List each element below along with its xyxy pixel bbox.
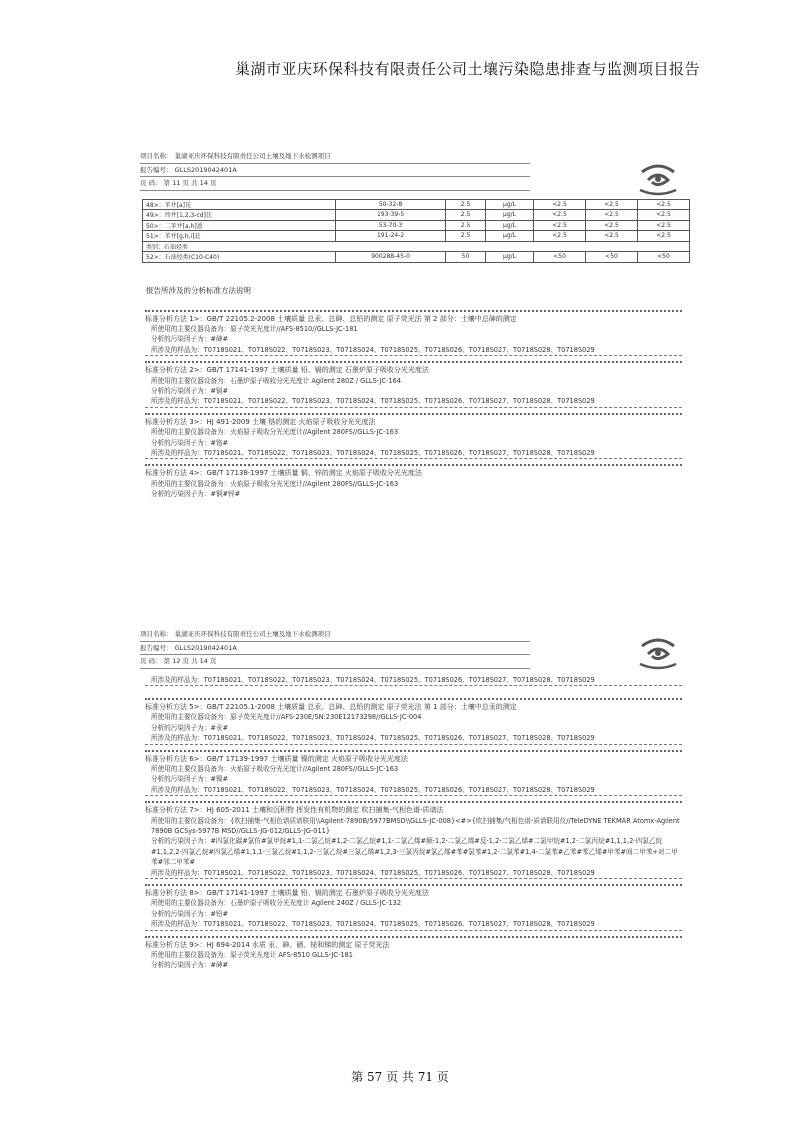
- table-cell: <50: [637, 252, 689, 263]
- meta-page: 页 码： 第 11 页 共 14 页: [140, 177, 530, 191]
- table-cell: 900288-45-0: [336, 252, 446, 263]
- method-block: [145, 750, 682, 797]
- meta-report-number: 报告编号： GLLS2019042401A: [140, 164, 530, 178]
- table-cell: <2.5: [586, 231, 638, 242]
- section-title: 报告所涉及的分析标准方法说明: [146, 285, 251, 295]
- method-block: [145, 361, 682, 408]
- table-cell: 2.5: [446, 231, 486, 242]
- table-cell: μg/L: [485, 210, 533, 221]
- method-title: 标准分析方法 4>：GB/T 17138-1997 土壤质量 铜、锌的测定 火焰原子吸收分光光度法: [145, 464, 682, 478]
- method-block: [145, 413, 682, 460]
- table-cell: <2.5: [534, 210, 586, 221]
- method-samples: 所涉及的样品为：T0718S021、T0718S022、T0718S023、T0718S024、T0718S025、T0718S026、T0718S027、T0718S028、T0718S029: [145, 785, 682, 796]
- table-cell: 50>：二苯并[a,h]蒽: [143, 220, 336, 231]
- table-cell: <2.5: [534, 231, 586, 242]
- method-factor: 分析的污染因子为：#铅#: [151, 909, 228, 918]
- method-instrument: 所使用的主要仪器设备为：石墨炉原子吸收分光光度计 Agilent 280Z / GLLS-JC-164: [151, 376, 402, 385]
- method-instrument: 所使用的主要仪器设备为：火焰原子吸收分光光度计//Agilent 280FS//GLLS-JC-163: [151, 479, 399, 488]
- table-cell: 193-39-5: [336, 210, 446, 221]
- method-factor: 分析的污染因子为：#砷#: [151, 335, 228, 344]
- method-instrument: 所使用的主要仪器设备为：原子荧光光度计//AFS-230E/SN:230E12173298//GLLS-JC-004: [151, 713, 422, 722]
- table-cell: 2.5: [446, 199, 486, 210]
- table-cell: <2.5: [586, 210, 638, 221]
- method-factor: 分析的污染因子为：#砷#: [151, 961, 228, 970]
- method-title: 标准分析方法 6>：GB/T 17139-1997 土壤质量 镍的测定 火焰原子吸收分光光度法: [145, 750, 682, 764]
- method-instrument: 所使用的主要仪器设备为：石墨炉原子吸收分光光度计 Agilent 240Z / GLLS-JC-132: [151, 899, 402, 908]
- table-cell: <2.5: [637, 210, 689, 221]
- table-cell: 52>：石油烃类(C10-C40): [143, 252, 336, 263]
- table-row: [143, 220, 690, 231]
- results-table: [142, 199, 690, 263]
- table-cell: <2.5: [637, 199, 689, 210]
- method-block: [145, 936, 682, 971]
- scanned-page-11: [120, 150, 688, 505]
- category-cell: 类别：石油烃类: [143, 241, 690, 252]
- table-cell: μg/L: [485, 231, 533, 242]
- table-cell: 51>：苯并[g,h,i]苝: [143, 231, 336, 242]
- method-instrument: 所使用的主要仪器设备为：原子荧光光度计//AFS-8510//GLLS-JC-181: [151, 324, 358, 333]
- method-block: [145, 801, 682, 879]
- report-meta: [120, 150, 688, 191]
- method-block: [145, 310, 682, 357]
- method-title: 标准分析方法 5>：GB/T 22105.1-2008 土壤质量 总汞、总砷、总铅的测定 原子荧光法 第 1 部分：土壤中总汞的测定: [145, 698, 682, 712]
- method-block: [145, 464, 682, 499]
- company-logo-icon: [634, 632, 682, 672]
- method-continuation: [145, 675, 682, 686]
- meta-project: 项目名称： 巢湖亚庆环保科技有限责任公司土壤及地下水检测项目: [140, 150, 530, 164]
- table-cell: 49>：茚并[1,2,3-cd]芘: [143, 210, 336, 221]
- method-title: 标准分析方法 9>：HJ 694-2014 水质 汞、砷、硒、铋和锑的测定 原子荧光法: [145, 936, 682, 950]
- company-logo-icon: [634, 158, 682, 198]
- table-cell: <2.5: [637, 220, 689, 231]
- method-instrument: 所使用的主要仪器设备为：原子荧光光度计 AFS-8510 GLLS-JC-181: [151, 951, 353, 960]
- table-cell: <50: [586, 252, 638, 263]
- method-samples: 所涉及的样品为：T0718S021、T0718S022、T0718S023、T0718S024、T0718S025、T0718S026、T0718S027、T0718S028、T0718S029: [145, 396, 682, 407]
- table-cell: 50-32-8: [336, 199, 446, 210]
- table-cell: 53-70-3: [336, 220, 446, 231]
- method-factor: 分析的污染因子为：#镉#: [151, 386, 228, 395]
- report-header: 巢湖市亚庆环保科技有限责任公司土壤污染隐患排查与监测项目报告: [234, 60, 700, 78]
- table-cell: 191-24-2: [336, 231, 446, 242]
- method-instrument: 所使用的主要仪器设备为：{吹扫捕集-气相色谱质谱联用\\Agilent-7890B/5977BMSD\\GLLS-JC-008}<#>{吹扫捕集/气相色谱-质谱联用仪//TeleDYNE TEKMAR Atomx-Agilent 7890B GCSys-5977B MSD//GLLS-JG-012/GLLS-JG-011}: [151, 816, 680, 835]
- method-title: 标准分析方法 8>：GB/T 17141-1997 土壤质量 铅、镉的测定 石墨炉原子吸收分光光度法: [145, 884, 682, 898]
- method-samples: 所涉及的样品为：T0718S021、T0718S022、T0718S023、T0718S024、T0718S025、T0718S026、T0718S027、T0718S028、T0718S029: [145, 868, 682, 879]
- report-meta: [120, 628, 688, 669]
- table-cell: 48>：苯并[a]芘: [143, 199, 336, 210]
- table-cell: μg/L: [485, 199, 533, 210]
- method-factor: 分析的污染因子为：#铬#: [151, 438, 228, 447]
- scanned-page-12: [120, 628, 688, 976]
- table-cell: <2.5: [534, 220, 586, 231]
- table-row: [143, 199, 690, 210]
- table-cell: <50: [534, 252, 586, 263]
- table-cell: 50: [446, 252, 486, 263]
- method-title: 标准分析方法 3>：HJ 491-2009 土壤 铬的测定 火焰原子吸收分光光度法: [145, 413, 682, 427]
- method-factor: 分析的污染因子为：#汞#: [151, 723, 228, 732]
- table-cell: μg/L: [485, 220, 533, 231]
- table-cell: <2.5: [534, 199, 586, 210]
- method-samples: 所涉及的样品为：T0718S021、T0718S022、T0718S023、T0718S024、T0718S025、T0718S026、T0718S027、T0718S028、T0718S029: [145, 675, 682, 686]
- page-number: 第 57 页 共 71 页: [351, 1070, 449, 1084]
- method-samples: 所涉及的样品为：T0718S021、T0718S022、T0718S023、T0718S024、T0718S025、T0718S026、T0718S027、T0718S028、T0718S029: [145, 448, 682, 459]
- meta-page: 页 码： 第 12 页 共 14 页: [140, 655, 530, 669]
- method-samples: 所涉及的样品为：T0718S021、T0718S022、T0718S023、T0718S024、T0718S025、T0718S026、T0718S027、T0718S028、T0718S029: [145, 733, 682, 744]
- table-row: [143, 231, 690, 242]
- method-instrument: 所使用的主要仪器设备为：火焰原子吸收分光光度计//Agilent 280FS//GLLS-JC-163: [151, 428, 399, 437]
- method-title: 标准分析方法 1>：GB/T 22105.2-2008 土壤质量 总汞、总砷、总铅的测定 原子荧光法 第 2 部分：土壤中总砷的测定: [145, 310, 682, 324]
- table-row: [143, 241, 690, 252]
- method-factor: 分析的污染因子为：#镍#: [151, 775, 228, 784]
- method-title: 标准分析方法 2>：GB/T 17141-1997 土壤质量 铅、镉的测定 石墨炉原子吸收分光光度法: [145, 361, 682, 375]
- table-cell: <2.5: [586, 220, 638, 231]
- meta-report-number: 报告编号： GLLS2019042401A: [140, 642, 530, 656]
- method-samples: 所涉及的样品为：T0718S021、T0718S022、T0718S023、T0718S024、T0718S025、T0718S026、T0718S027、T0718S028、T0718S029: [145, 345, 682, 356]
- method-title: 标准分析方法 7>：HJ 605-2011 土壤和沉积物 挥发性有机物的测定 吹扫捕集-气相色谱-质谱法: [145, 801, 682, 815]
- table-cell: 2.5: [446, 210, 486, 221]
- method-samples: 所涉及的样品为：T0718S021、T0718S022、T0718S023、T0718S024、T0718S025、T0718S026、T0718S027、T0718S028、T0718S029: [145, 919, 682, 930]
- method-instrument: 所使用的主要仪器设备为：火焰原子吸收分光光度计//Agilent 280FS//GLLS-JC-163: [151, 764, 399, 773]
- method-factor: 分析的污染因子为：#铜#锌#: [151, 490, 241, 499]
- table-cell: μg/L: [485, 252, 533, 263]
- meta-project: 项目名称： 巢湖亚庆环保科技有限责任公司土壤及地下水检测项目: [140, 628, 530, 642]
- table-row: [143, 252, 690, 263]
- method-block: [145, 698, 682, 745]
- method-factor: 分析的污染因子为：#四氯化碳#氯仿#氯甲烷#1,1-二氯乙烷#1,2-二氯乙烷#1,1-二氯乙烯#顺-1,2-二氯乙烯#反-1,2-二氯乙烯#二氯甲烷#1,2-二氯丙烷#1,1,1,2-四氯乙烷#1,1,2,2-四氯乙烷#四氯乙烯#1,1,1-三氯乙烷#1,1,2-三氯乙烷#三氯乙烯#1,2,3-三氯丙烷#氯乙烯#苯#氯苯#1,2-二氯苯#1,4-二氯苯#乙苯#苯乙烯#甲苯#间二甲苯+对二甲苯#邻二甲苯#: [151, 837, 678, 867]
- table-cell: 2.5: [446, 220, 486, 231]
- table-cell: <2.5: [637, 231, 689, 242]
- method-block: [145, 884, 682, 931]
- table-cell: <2.5: [586, 199, 638, 210]
- table-row: [143, 210, 690, 221]
